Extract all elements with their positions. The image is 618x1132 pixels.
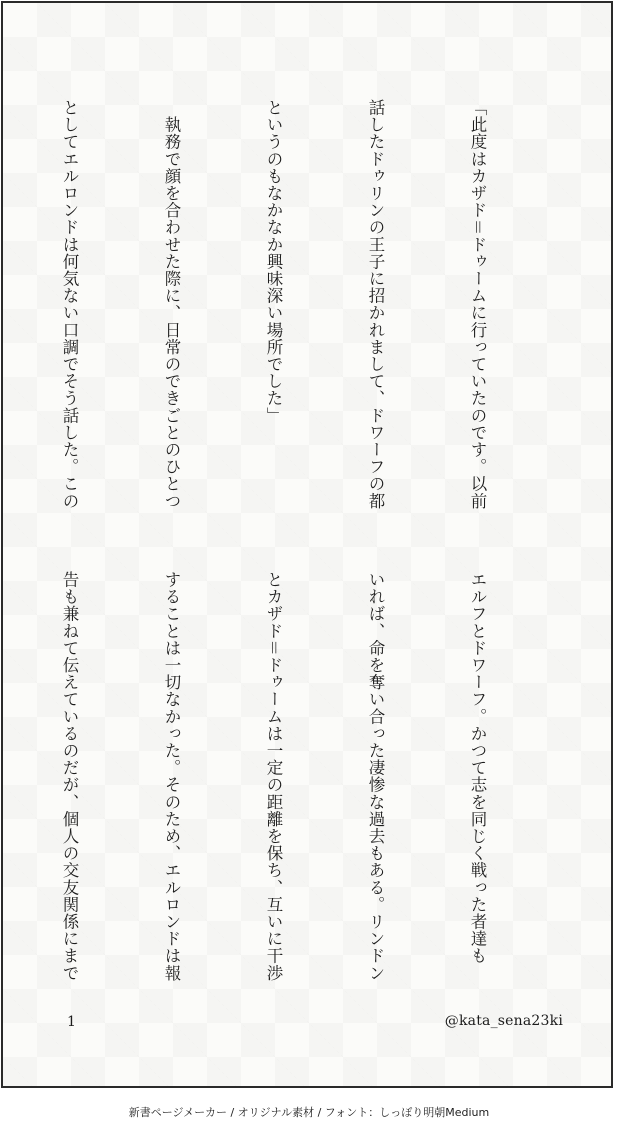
- body-text-bottom-half: [0, 571, 562, 1001]
- text-line: 「此度はカザド＝ドゥームに行っていたのです。以前: [468, 99, 487, 510]
- text-line: 告も兼ねて伝えているのだが、個人の交友関係にまで: [60, 571, 79, 982]
- manuscript-page: [1, 1, 613, 1088]
- text-line: エルフとドワーフ。かつて志を同じく戦った者達も: [468, 571, 487, 965]
- text-line: とカザド＝ドゥームは一定の距離を保ち、互いに干渉: [264, 571, 283, 982]
- text-line: としてエルロンドは何気ない口調でそう話した。この: [60, 99, 79, 510]
- page-number: 1: [67, 1014, 76, 1030]
- body-text-top-half: [0, 99, 562, 529]
- text-line: いれば、命を奪い合った凄惨な過去もある。リンドン: [366, 571, 385, 982]
- footer-credit: 新書ページメーカー / オリジナル素材 / フォント：しっぽり明朝Medium: [128, 1106, 490, 1119]
- text-line: 執務で顔を合わせた際に、日常のできごとのひとつ: [162, 99, 181, 510]
- text-line: というのもなかなか興味深い場所でした」: [264, 99, 283, 424]
- text-line: することは一切なかった。そのため、エルロンドは報: [162, 571, 181, 982]
- author-handle: @kata_sena23ki: [444, 1013, 563, 1029]
- text-line: 話したドゥリンの王子に招かれまして、ドワーフの都: [366, 99, 385, 510]
